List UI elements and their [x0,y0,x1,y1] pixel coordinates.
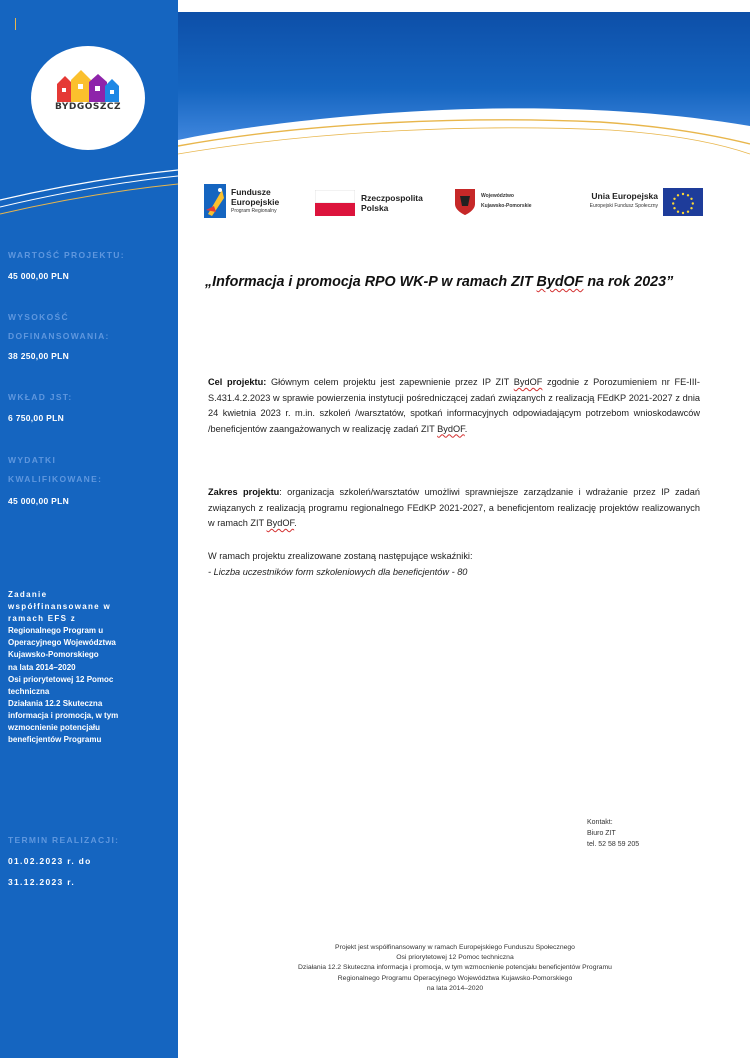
cofin-line: techniczna [8,686,50,696]
houses-icon [53,68,123,102]
project-scope-paragraph [208,485,700,532]
goal-bydof: BydOF [437,423,465,434]
fe-star-icon [204,184,226,218]
ue-line-2: Europejski Fundusz Społeczny [589,202,658,209]
goal-text: zgodnie z Porozumieniem nr FE-III-S.431.4.2.2023 w sprawie powierzenia instytucji pośredniczącej zadań związanych z realizacją FEdKP 2021-2027 z dnia 24 kwietnia 2023 r. m.in. szkoleń /warsztatów, spotkań informacyjnych odpowiadającym potrzebom wnioskodawców /beneficjentów zaangażowanych w realizację zadań ZIT [208,377,700,434]
cofin-line: ramach EFS z [8,614,77,624]
project-value-label: WARTOŚĆ PROJEKTU: [8,250,125,260]
document-title [205,274,725,290]
goal-bydof: BydOF [513,377,543,387]
cofin-line: Operacyjnego Województwa [8,638,116,648]
fe-line-1: Fundusze [231,187,271,197]
coat-of-arms-icon [454,188,476,216]
contact-label: Kontakt: [587,819,613,826]
indicator-item: - Liczba uczestników form szkoleniowych dla beneficjentów - 80 [208,567,468,577]
cofin-line: współfinansowane w [8,602,111,612]
eligible-label-1: WYDATKI [8,455,57,465]
goal-label: Cel projektu: [208,377,267,387]
cofinancing-label-2: DOFINANSOWANIA: [8,331,110,341]
scope-text: : organizacja szkoleń/warsztatów umożliwi sprawniejsze zarządzanie i wdrażanie przez IP zadań związanych z realizacją programu regionalnego FEdKP 2021-2027, a beneficjentom realizację projektów realizowanych w ramach ZIT [208,487,700,528]
scope-label: Zakres projektu [208,487,280,497]
goal-text: Głównym celem projektu jest zapewnienie przez IP ZIT [266,377,514,387]
contact-block [587,817,639,850]
title-text-end: na rok 2023” [583,274,674,290]
cofinancing-label-1: WYSOKOŚĆ [8,312,69,322]
rp-line-2: Polska [361,202,389,213]
cofin-line: Kujawsko-Pomorskiego [8,650,99,660]
indicators-intro: W ramach projektu zrealizowane zostaną następujące wskaźniki: [208,551,473,561]
contact-office: Biuro ZIT [587,830,616,837]
eligible-value: 45 000,00 PLN [8,496,70,506]
project-value: 45 000,00 PLN [8,271,70,281]
project-goal-paragraph [208,375,700,437]
footer-line: Regionalnego Programu Operacyjnego Województwa Kujawsko-Pomorskiego [337,974,573,982]
scope-text: . [294,518,297,528]
cofin-line: Regionalnego Program u [8,626,104,636]
sidebar-marker [15,18,16,30]
title-bydof: BydOF [536,274,584,290]
cofin-line: beneficjentów Programu [8,735,102,745]
cofin-line: na lata 2014–2020 [8,662,76,672]
footer-line: na lata 2014–2020 [426,984,484,992]
cofinancing-info [8,589,168,746]
title-text: „Informacja i promocja RPO WK-P w ramach ZIT [205,274,537,290]
contact-phone: tel. 52 58 59 205 [587,841,640,848]
goal-text: . [464,423,468,434]
woj-line-2: Kujawsko-Pomorskie [481,202,532,209]
sidebar-wave-lines [0,160,178,220]
fe-line-3: Program Regionalny [231,208,277,214]
footer-line: Projekt jest współfinansowany w ramach Europejskiego Funduszu Społecznego [335,944,575,951]
funding-logos [200,184,710,224]
jst-label: WKŁAD JST: [8,392,73,402]
banner-gold-line-2 [178,128,750,154]
jst-value: 6 750,00 PLN [8,413,65,423]
cofin-line: wzmocnienie potencjału [8,723,101,733]
cofin-line: Zadanie [8,590,48,599]
city-logo-text: BYDGOSZCZ [54,102,122,112]
term-label: TERMIN REALIZACJI: [8,835,120,845]
cofinancing-value: 38 250,00 PLN [8,351,70,361]
cofin-line: Działania 12.2 Skuteczna [8,698,103,708]
cofin-line: informacja i promocja, w tym [8,710,119,720]
polish-flag-icon [315,190,355,216]
footer-note [225,943,685,994]
fe-line-2: Europejskie [231,196,280,207]
footer-line: Osi priorytetowej 12 Pomoc techniczna [396,954,514,962]
term-end: 31.12.2023 r. [8,877,76,887]
footer-line: Działania 12.2 Skuteczna informacja i promocja, w tym wzmocnienie potencjału beneficjentów Programu [298,964,612,972]
eligible-label-2: KWALIFIKOWANE: [8,474,103,484]
term-start: 01.02.2023 r. do [8,856,92,866]
city-logo [31,46,145,150]
woj-line-1: Województwo [481,193,514,199]
scope-bydof: BydOF [266,518,295,528]
ue-line-1: Unia Europejska [591,191,658,201]
sidebar [0,0,178,1058]
eu-flag-icon [663,188,703,216]
cofin-line: Osi priorytetowej 12 Pomoc [8,674,114,684]
rp-line-1: Rzeczpospolita [361,193,423,203]
